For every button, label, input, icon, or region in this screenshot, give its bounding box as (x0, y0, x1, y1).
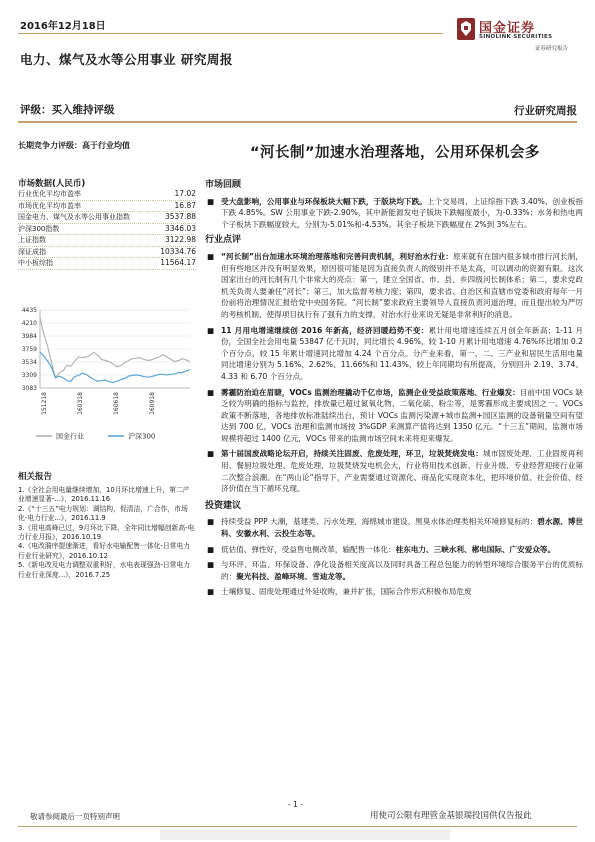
suggestion-item (205, 586, 583, 598)
related-report-item (18, 561, 196, 580)
point-text: 城市固废处理、工业固废再利用、餐厨垃圾处理、危废处理、垃圾焚烧发电机会大，行业将用技术创新、行业升级、专业经营迎接行业第二次整合浪潮。在“两山论”指导下，产业需要通过资源化、商品化实现资本化，把环境价值、社会价值、经济价值在当下循环兑现。 (221, 449, 583, 494)
related-report-date: 2016.11.16 (71, 495, 111, 504)
x-tick-label: 160918 (149, 392, 156, 415)
x-tick-label: 160618 (113, 392, 120, 415)
logo-en-text: SINOLINK SECURITIES (479, 34, 553, 40)
footer-divider (18, 826, 577, 827)
bullet-icon: ■ (207, 449, 215, 459)
market-value: 3537.88 (153, 212, 196, 224)
point-text: 目前中国 VOCs 缺乏较为明确的指标与监控，排放量已超过氮氧化物、二氧化硫、粉尘等，是雾霾形成主要成因之一。VOCs 政策不断落地，各地排放标准陆续出台，预计 VOCs 监测污染源+城市监测+园区监测的设备销量空间有望达到 700 亿，VOCs 治理和监测市场按 3%GDP 来测算产值将达到 1350 亿元。“十三五”期间，监测市场规模将超过 1400 亿元，VOCs 带来的监测市场空间未来将迎来爆发。 (221, 387, 584, 443)
suggestion-text: 低估值、弹性好，受益售电侧改革，输配售一体化： (221, 544, 396, 554)
related-report-item (18, 486, 196, 505)
main-column (205, 180, 583, 602)
index-chart (16, 304, 196, 452)
logo-sub-text: 证券研究报告 (535, 46, 569, 52)
commentary-point (205, 251, 583, 321)
y-tick-label: 3534 (21, 358, 37, 366)
disclaimer-note: 敬请参阅最后一页特别声明 (30, 812, 120, 821)
related-report-date: 2016.7.25 (75, 570, 111, 579)
market-row (18, 200, 196, 212)
suggestion-text: 持续受益 PPP 大潮，基建类、污水处理、海绵城市建设、黑臭水体治理类相关环境修复标的： (221, 517, 538, 527)
related-reports-title: 相关报告 (18, 472, 53, 482)
related-reports (18, 486, 196, 580)
related-report-text: 2.《“十三五”电力规划：调结构，促清洁，广合作，市场化-电力行业...》， (18, 504, 188, 523)
market-label: 行业优化平均市盈率 (18, 189, 153, 200)
point-bold: 雾霾防治迫在眉睫，VOCs 监测治理撬动千亿市场，监测企业受益政策落地、行业爆发： (221, 387, 520, 397)
related-report-text: 5.《新电改及电力调整双重利好，水电表现强劲-日常电力行业行业深度...》， (18, 561, 191, 579)
legend-label: 国金行业 (56, 432, 84, 441)
related-report-text: 4.《电改漪序提速渐进，看好水电输配售一体化-日常电力行业行业研究》， (18, 542, 191, 560)
bullet-icon: ■ (207, 387, 215, 397)
market-value: 17.02 (153, 189, 196, 200)
bullet-icon: ■ (207, 544, 215, 554)
point-bold: “河长制”出台加速水环境治理落地和完善问责机制，利好治水行业： (221, 251, 453, 261)
bullet-icon: ■ (207, 517, 215, 527)
logo-cn-text: 国金证券 (479, 21, 536, 36)
market-review-heading: 市场回顾 (205, 180, 242, 190)
point-text: 原来就有在国内很多城市推行河长制，但有些地区并没有明显效果，原因很可能是因为直接负责人的级别并不是太高，可以调动的资源有限。这次国家出台的河长制有几个非常大的亮点：第一，建立全国省、市、县、乡四级河长制体系；第二，要求党政机关负责人要兼任“河长”；第三，加大监督考核力度；第四，要求省、自治区和直辖市党委和政府每年一月份前将治理情况汇报给党中央国务院。“河长制”要求政府主要领导人直接负责河道治理，而且提出较为严厉的考核机制，使得项目执行有了强有力的支撑，对治水行业来说无疑是非常利好的消息。 (221, 251, 583, 319)
related-report-text: 3.《用电高峰已过，9月环比下降，全年同比增幅创新高-电力行业月报》， (18, 523, 195, 542)
market-value: 3122.98 (153, 235, 196, 247)
market-row (18, 235, 196, 247)
bullet-icon: ■ (207, 196, 215, 206)
review-bold: 受大盘影响，公用事业与环保板块大幅下跌，于版块均下跌。 (221, 196, 427, 206)
suggestion-text: 与环评、环监、环保设备、净化设备相关度高以及同时具备工程总包能力的转型环境综合服务平台的优质标的： (221, 560, 583, 581)
left-column (18, 140, 196, 270)
legend-label: 沪深300 (128, 432, 156, 441)
market-row (18, 246, 196, 258)
investment-suggestions (205, 516, 583, 598)
header-divider (18, 33, 443, 34)
bullet-icon: ■ (207, 587, 215, 597)
commentary-points (205, 251, 583, 495)
review-text: 上个交易周，上证综指下跌 3.40%、创业板指下跌 4.85%。SW 公用事业下跌-2.90%，其中新能源发电子版块下跌幅度最小，为-0.33%；水务和热电两个子板块下跌幅度较大，分别为-5.01%和-4.53%。其余子板块下跌幅度在 2%到 3%左右。 (221, 196, 583, 229)
market-label: 市场优化平均市盈率 (18, 200, 153, 212)
main-title: “河长制”加速水治理落地，公用环保机会多 (249, 145, 541, 161)
market-row (18, 189, 196, 200)
suggestion-item (205, 544, 583, 556)
related-report-date: 2016.10.12 (68, 551, 108, 560)
market-row (18, 258, 196, 270)
sinolink-logo-icon (455, 16, 477, 42)
market-data-table (18, 189, 196, 270)
suggestion-stocks: 桂东电力、三峡水利、郴电国际、广安爱众等。 (395, 544, 556, 554)
x-tick-label: 151218 (41, 392, 48, 415)
market-value: 16.87 (153, 200, 196, 212)
rating-divider (18, 121, 577, 123)
market-value: 3346.03 (153, 223, 196, 235)
commentary-point (205, 448, 583, 494)
long-term-rating: 长期竞争力评级：高于行业均值 (18, 141, 130, 150)
usage-notice: 用使司公限有理管金基银瑞投国供仅告报此 (370, 811, 532, 821)
suggestion-item (205, 559, 583, 582)
market-label: 深证成指 (18, 246, 153, 258)
commentary-point (205, 387, 583, 445)
rating: 评级：买入维持评级 (20, 104, 115, 116)
suggestion-stocks: 碧水源、博世科、安徽水利、云投生态等。 (221, 517, 583, 539)
point-bold: 第十届国废战略论坛开启，持续关注固废、危废处理，环卫，垃圾焚烧发电： (221, 449, 483, 459)
y-tick-label: 4210 (21, 319, 37, 327)
suggestion-text: 土壤修复、固废处理通过外延收购，兼并扩张，国际合作形式积极布局危废 (221, 587, 472, 597)
report-date: 2016年12月18日 (20, 21, 106, 32)
market-data-title: 市场数据(人民币) (18, 179, 86, 189)
page-number: - 1 - (288, 800, 303, 809)
suggestion-stocks: 聚光科技、盈峰环境、雪迪龙等。 (236, 571, 351, 581)
commentary-heading: 行业点评 (205, 235, 242, 246)
market-row (18, 223, 196, 235)
related-report-item (18, 505, 196, 524)
market-label: 中小板综指 (18, 258, 153, 270)
investment-heading: 投资建议 (205, 500, 242, 511)
related-report-item (18, 542, 196, 561)
report-type: 行业研究周报 (514, 105, 577, 117)
market-value: 11564.17 (153, 258, 196, 270)
bullet-icon: ■ (207, 560, 215, 570)
x-tick-label: 160318 (77, 392, 84, 415)
market-label: 国金电力、煤气及水等公用事业指数 (18, 212, 153, 224)
point-text: 累计用电增速连续五月创全年新高；1-11 月份，全国全社会用电量 53847 亿千瓦时，同比增长 4.96%，较 1-10 月累计用电增速 4.76%环比增加 0.2 个百分点，较 15 年累计增速同比增加 4.24 个百分点。分产业来看，第一、二、三产业和居民生活用电量同比增速分别为 5.16%、2.62%、11.66%和 11.43%，较上年同期均有所提高，分别回升 2.19、3.74、4.33 和 6.70 个百分点。 (221, 325, 583, 381)
y-tick-label: 3083 (21, 385, 37, 392)
y-tick-label: 4435 (21, 307, 37, 314)
market-label: 上证指数 (18, 235, 153, 247)
series-line (40, 318, 190, 378)
y-tick-label: 3309 (21, 371, 37, 379)
bullet-icon: ■ (207, 325, 215, 335)
suggestion-item (205, 516, 583, 539)
related-report-date: 2016.11.9 (71, 514, 106, 523)
related-report-text: 1.《全社会用电量继续增加，10月环比增速上升，第二产业增速显著-...》， (18, 486, 190, 504)
sector-title: 电力、煤气及水等公用事业 研究周报 (20, 52, 233, 67)
bullet-icon: ■ (207, 251, 215, 261)
market-label: 沪深300指数 (18, 223, 153, 235)
market-row (18, 212, 196, 224)
y-tick-label: 3984 (21, 333, 37, 341)
y-tick-label: 3759 (21, 346, 37, 353)
related-report-item (18, 524, 196, 543)
point-bold: 11 月用电增速继续创 2016 年新高，经济回暖趋势不变： (221, 325, 429, 335)
market-review-paragraph (205, 196, 583, 231)
commentary-point (205, 325, 583, 383)
market-value: 10334.76 (153, 246, 196, 258)
watermark-band (160, 829, 450, 840)
related-report-date: 2016.10.19 (62, 533, 102, 542)
logo (455, 14, 583, 54)
